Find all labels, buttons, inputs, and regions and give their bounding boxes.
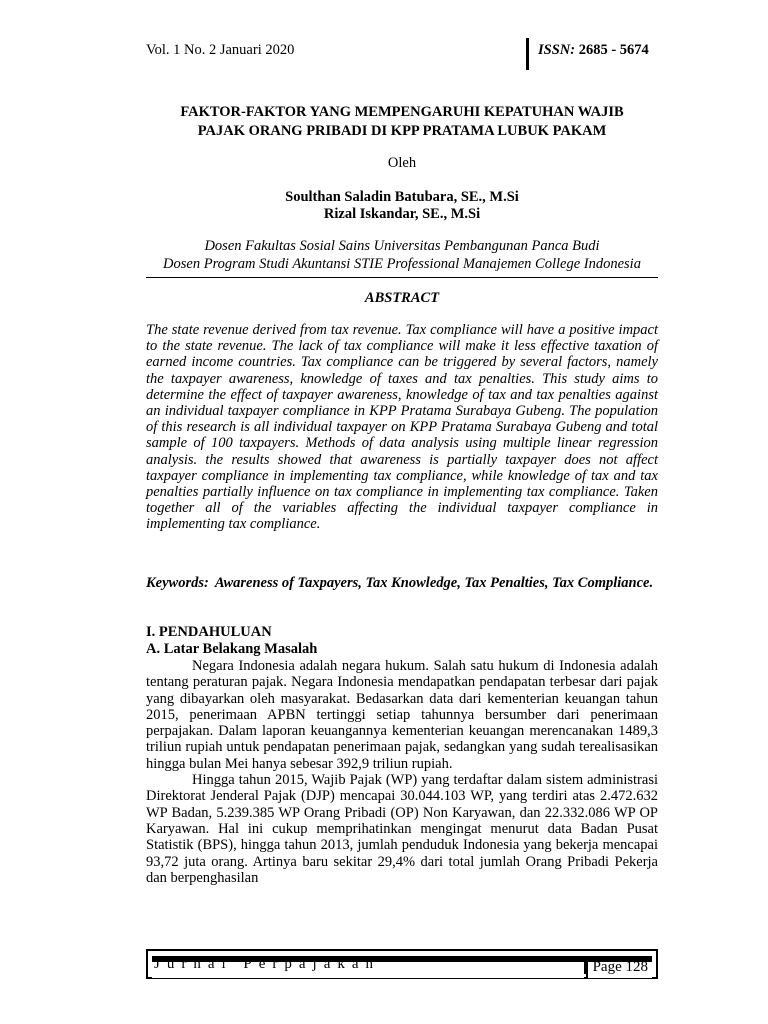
author-name: Rizal Iskandar, SE., M.Si [323, 206, 481, 222]
title-line: FAKTOR-FAKTOR YANG MEMPENGARUHI KEPATUHAN WAJIB [180, 104, 624, 120]
footer-journal-name: Jurnal Perpajakan [154, 956, 381, 972]
affiliation: Dosen Fakultas Sosial Sains Universitas Pembangunan Panca Budi [204, 238, 600, 254]
title-line: PAJAK ORANG PRIBADI DI KPP PRATAMA LUBUK PAKAM [197, 123, 607, 139]
author-list [146, 189, 658, 223]
keywords-label: Keywords: [146, 575, 209, 591]
affiliation: Dosen Program Studi Akuntansi STIE Professional Manajemen College Indonesia [163, 256, 641, 272]
page-footer [146, 949, 658, 979]
section-heading: I. PENDAHULUAN [146, 624, 272, 640]
subsection-heading: A. Latar Belakang Masalah [146, 641, 318, 657]
keywords-text: Awareness of Taxpayers, Tax Knowledge, Tax Penalties, Tax Compliance. [214, 575, 654, 591]
abstract-text: The state revenue derived from tax revenue. Tax compliance will have a positive impact to the state revenue. The lack of tax compliance will make it less effective taxation of earned income countries. Tax compliance can be triggered by several factors, namely the taxpayer awareness, knowledge of taxes and tax penalties. This study aims to determine the effect of taxpayer awareness, knowledge of tax and tax penalties against an individual taxpayer compliance in KPP Pratama Surabaya Gubeng. The population of this research is all individual taxpayer on KPP Pratama Surabaya Gubeng and total sample of 100 taxpayers. Methods of data analysis using multiple linear regression analysis. the results showed that awareness is partially taxpayer does not affect taxpayer compliance in implementing tax compliance, while knowledge of tax and tax penalties partially influence on tax compliance in implementing tax compliance. Taken together all of the variables affecting the individual taxpayer compliance in implementing tax compliance. [146, 322, 658, 533]
journal-volume: Vol. 1 No. 2 Januari 2020 [146, 42, 295, 58]
by-line: Oleh [387, 155, 417, 171]
paragraph: Negara Indonesia adalah negara hukum. Salah satu hukum di Indonesia adalah tentang peraturan pajak. Negara Indonesia mendapatkan pendapatan terbesar dari pajak yang dibayarkan oleh masyarakat. Bedasarkan data dari kementerian keuangan tahun 2015, penerimaan APBN tertinggi setiap tahunnya bersumber dari penerimaan perpajakan. Dalam laporan keuangannya kementerian keuangan merencanakan 1489,3 triliun rupiah untuk pendapatan penerimaan pajak, sedangkan yang sudah terealisasikan hingga bulan Mei hanya sebesar 392,9 triliun rupiah. [146, 658, 658, 772]
page-number: Page 128 [592, 959, 648, 975]
issn [538, 42, 649, 59]
keywords [146, 575, 658, 592]
paper-title [146, 103, 658, 141]
author-name: Soulthan Saladin Batubara, SE., M.Si [285, 189, 519, 205]
body-text [146, 658, 658, 886]
affiliations [146, 237, 658, 273]
issn-value: 2685 - 5674 [578, 42, 649, 58]
header-divider [526, 38, 529, 70]
affiliation-divider [146, 277, 658, 278]
issn-label: ISSN: [538, 42, 576, 58]
abstract-heading: ABSTRACT [364, 290, 440, 306]
paragraph: Hingga tahun 2015, Wajib Pajak (WP) yang terdaftar dalam sistem administrasi Direktorat Jenderal Pajak (DJP) mencapai 30.044.103 WP, yang terdiri atas 2.472.632 WP Badan, 5.239.385 WP Orang Pribadi (OP) Non Karyawan, dan 22.332.086 WP OP Karyawan. Hal ini cukup memprihatinkan mengingat menurut data Badan Pusat Statistik (BPS), hingga tahun 2013, jumlah penduduk Indonesia yang bekerja mencapai 93,72 juta orang. Artinya baru sekitar 29,4% dari total jumlah Orang Pribadi Pekerja dan berpenghasilan [146, 772, 658, 886]
